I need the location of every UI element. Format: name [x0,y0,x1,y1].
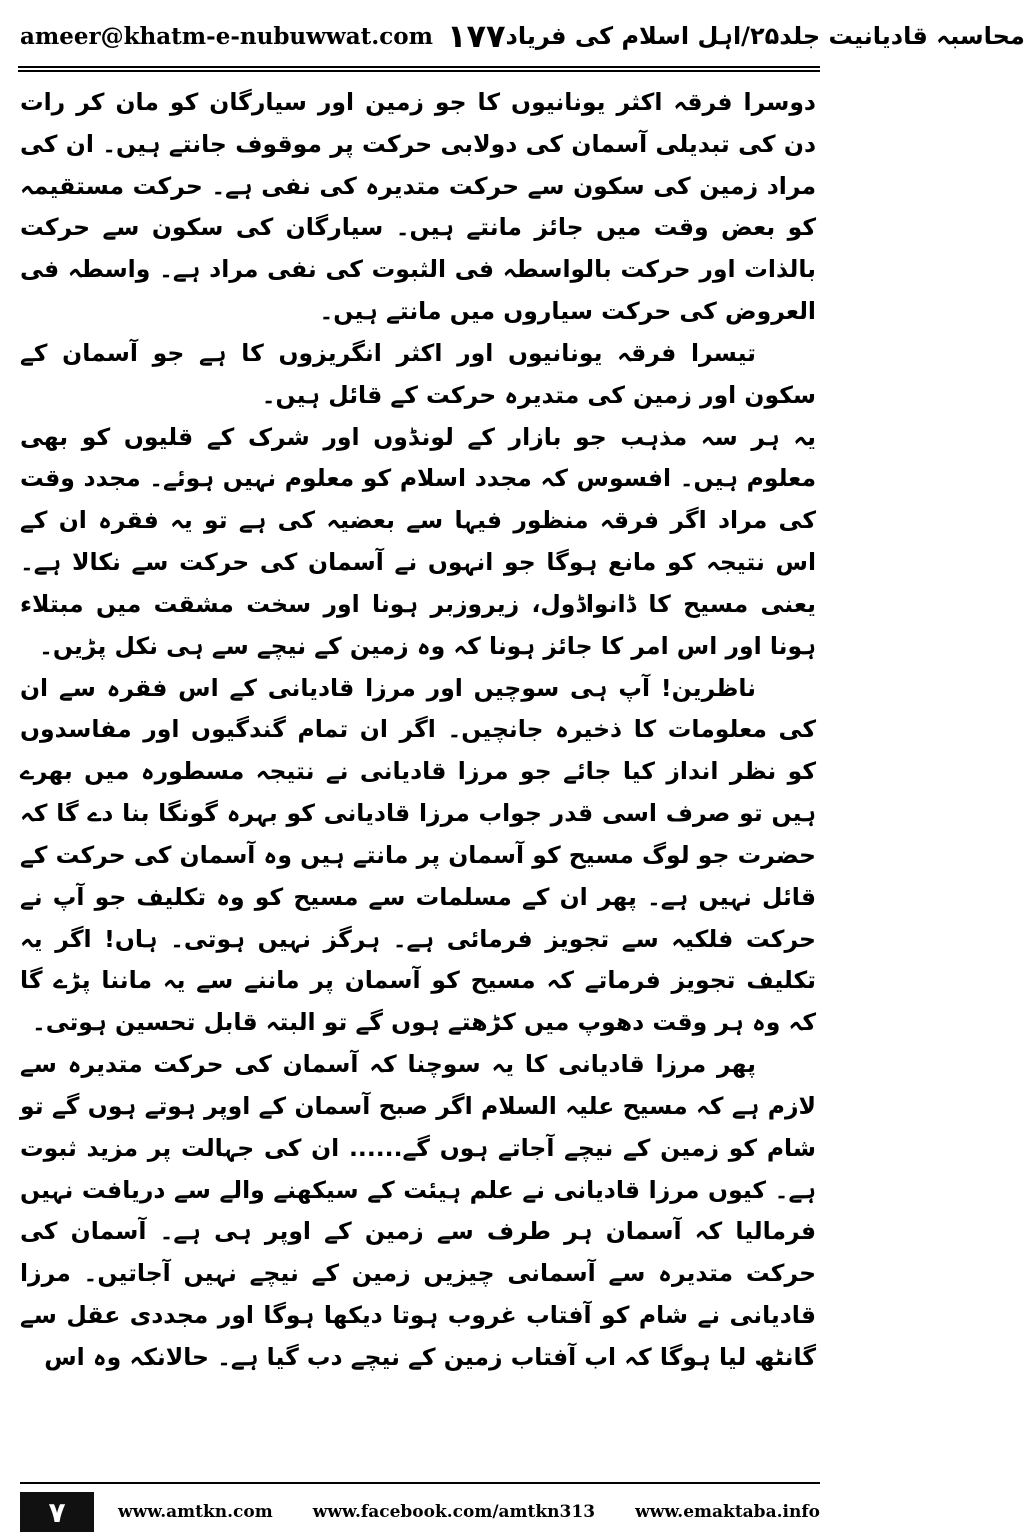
paragraph-2: تیسرا فرقہ یونانیوں اور اکثر انگریزوں کا ہے جو آسمان کے سکون اور زمین کی متدیرہ حرکت کے قائل ہیں۔ [20,338,816,409]
header-email[interactable]: ameer@khatm-e-nubuwwat.com [20,22,433,50]
footer-link-amtkn[interactable]: www.amtkn.com [118,1502,273,1522]
footer-links [118,1502,820,1522]
page-header [20,8,1025,64]
header-book-title: محاسبہ قادیانیت جلد۲۵/اہل اسلام کی فریاد [505,22,1025,50]
paragraph-3: یہ ہر سہ مذہب جو بازار کے لونڈوں اور شرک کے قلیوں کو بھی معلوم ہیں۔ افسوس کہ مجدد اسلام کو معلوم نہیں ہوئے۔ مجدد وقت کی مراد اگر فرقہ منظور فیہا سے بعضیہ کی ہے تو یہ فقرہ ان کے اس نتیجہ کو مانع ہوگا جو انہوں نے آسمان کی حرکت سے نکالا ہے۔ یعنی مسیح کا ڈانواڈول، زیروزبر ہونا اور سخت مشقت میں مبتلاء ہونا اور اس امر کا جائز ہونا کہ وہ زمین کے نیچے سے ہی نکل پڑیں۔ [20,422,816,660]
footer-link-facebook[interactable]: www.facebook.com/amtkn313 [312,1502,596,1522]
paragraph-5: پھر مرزا قادیانی کا یہ سوچنا کہ آسمان کی حرکت متدیرہ سے لازم ہے کہ مسیح علیہ السلام اگر صبح آسمان کے اوپر ہوتے ہوں گے تو شام کو زمین کے نیچے آجاتے ہوں گے...... ان کی جہالت پر مزید ثبوت ہے۔ کیوں مرزا قادیانی نے علم ہیئت کے سیکھنے والے سے دریافت نہیں فرمالیا کہ آسمان ہر طرف سے زمین کے اوپر ہی ہے۔ آسمان کی حرکت متدیرہ سے آسمانی چیزیں زمین کے نیچے نہیں آجاتیں۔ مرزا قادیانی نے شام کو آفتاب غروب ہوتا دیکھا ہوگا اور مجددی عقل سے گانٹھ لیا ہوگا کہ اب آفتاب زمین کے نیچے دب گیا ہے۔ حالانکہ وہ اس [20,1050,816,1371]
page-footer [20,1492,820,1532]
header-divider [18,66,820,72]
page-body-text [20,82,816,1379]
footer-divider [20,1482,820,1484]
header-page-number: ۱۷۷ [446,17,506,55]
paragraph-1: دوسرا فرقہ اکثر یونانیوں کا جو زمین اور سیارگان کو مان کر رات دن کی تبدیلی آسمان کی دولابی حرکت پر موقوف جانتے ہیں۔ ان کی مراد زمین کی سکون سے حرکت متدیرہ کی نفی ہے۔ حرکت مستقیمہ کو بعض وقت میں جائز مانتے ہیں۔ سیارگان کی سکون سے حرکت بالذات اور حرکت بالواسطہ فی الثبوت کی نفی مراد ہے۔ واسطہ فی العروض کی حرکت سیاروں میں مانتے ہیں۔ [20,88,816,326]
paragraph-4: ناظرین! آپ ہی سوچیں اور مرزا قادیانی کے اس فقرہ سے ان کی معلومات کا ذخیرہ جانچیں۔ اگر ان تمام گندگیوں اور مفاسدوں کو نظر انداز کیا جائے جو مرزا قادیانی نے نتیجہ مسطورہ میں بھرے ہیں تو صرف اسی قدر جواب مرزا قادیانی کو بہرہ گونگا بنا دے گا کہ حضرت جو لوگ مسیح کو آسمان پر مانتے ہیں وہ آسمان کی حرکت کے قائل نہیں ہے۔ پھر ان کے مسلمات سے مسیح کو وہ تکلیف جو آپ نے حرکت فلکیہ سے تجویز فرمائی ہے۔ ہرگز نہیں ہوتی۔ ہاں! اگر یہ تکلیف تجویز فرماتے کہ مسیح کو آسمان پر ماننے سے یہ ماننا پڑے گا کہ وہ ہر وقت دھوپ میں کڑھتے ہوں گے تو البتہ قابل تحسین ہوتی۔ [20,673,816,1037]
footer-link-emaktaba[interactable]: www.emaktaba.info [635,1502,820,1522]
footer-page-number: ۷ [20,1492,94,1532]
